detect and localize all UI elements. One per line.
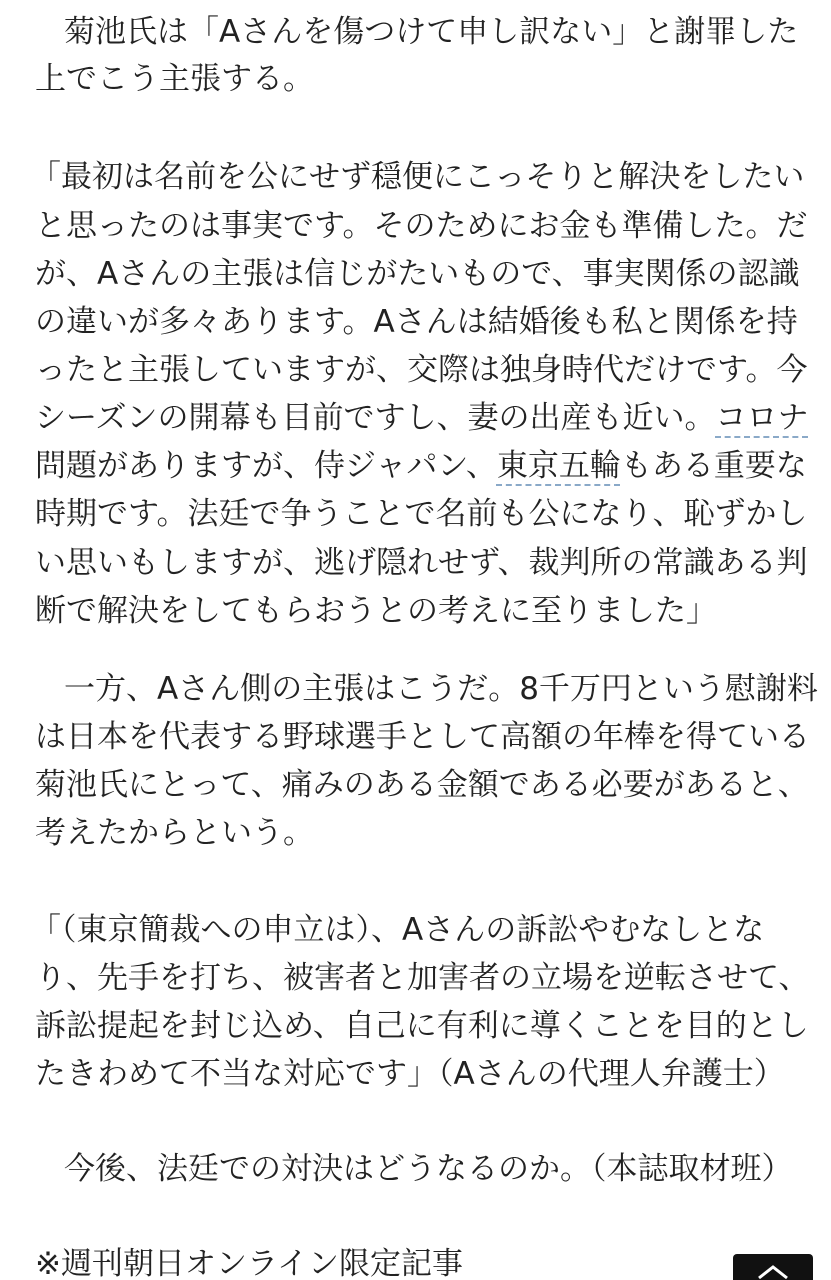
quote-1-line-7: [35, 444, 831, 489]
quote-1-line-7-text-post: もある重要な: [620, 448, 807, 484]
paragraph-3-line-3: 菊池氏にとって、痛みのある金額である必要があると、: [35, 767, 809, 803]
quote-1-line-8: 時期です。法廷で争うことで名前も公になり、恥ずかし: [35, 496, 808, 532]
quote-1-line-5: ったと主張していますが、交際は独身時代だけです。今: [35, 352, 808, 388]
quote-1-line-6: [35, 396, 831, 441]
quote-1-line-2: と思ったのは事実です。そのためにお金も準備した。だ: [35, 208, 808, 244]
quote-1-line-4: の違いが多々あります。Aさんは結婚後も私と関係を持: [35, 304, 798, 340]
quote-1-line-10: 断で解決をしてもらおうとの考えに至りました」: [35, 593, 717, 629]
scroll-to-top-button[interactable]: [733, 1254, 813, 1280]
quote-1-line-3: が、Aさんの主張は信じがたいもので、事実関係の認識: [35, 256, 800, 292]
paragraph-1-line-1: 菊池氏は「Aさんを傷つけて申し訳ない」と謝罪した: [64, 14, 799, 50]
quote-1-line-9: い思いもしますが、逃げ隠れせず、裁判所の常識ある判: [35, 545, 808, 581]
chevron-up-icon: [753, 1262, 793, 1280]
quote-2-line-4: たきわめて不当な対応です」（Aさんの代理人弁護士）: [35, 1056, 785, 1092]
paragraph-3-line-1: 一方、Aさん側の主張はこうだ。8千万円という慰謝料: [64, 671, 818, 707]
quote-2-line-3: 訴訟提起を封じ込め、自己に有利に導くことを目的とし: [35, 1008, 809, 1044]
quote-2-line-1: 「（東京簡裁への申立は）、Aさんの訴訟やむなしとな: [30, 912, 765, 948]
keyword-link-tokyo-olympics[interactable]: 東京五輪: [496, 448, 621, 484]
article-source-note: ※週刊朝日オンライン限定記事: [35, 1246, 464, 1280]
paragraph-5-line-1: 今後、法廷での対決はどうなるのか。（本誌取材班）: [64, 1151, 793, 1187]
paragraph-3-line-2: は日本を代表する野球選手として高額の年棒を得ている: [35, 719, 810, 755]
paragraph-1-line-2: 上でこう主張する。: [35, 61, 314, 97]
quote-2-line-2: り、先手を打ち、被害者と加害者の立場を逆転させて、: [35, 960, 810, 996]
keyword-link-corona[interactable]: コロナ: [715, 400, 809, 436]
quote-1-line-1: 「最初は名前を公にせず穏便にこっそりと解決をしたい: [30, 159, 805, 195]
quote-1-line-7-text-pre: 問題がありますが、侍ジャパン、: [35, 448, 497, 484]
quote-1-line-6-text: シーズンの開幕も目前ですし、妻の出産も近い。: [35, 400, 716, 436]
paragraph-3-line-4: 考えたからという。: [35, 815, 314, 851]
